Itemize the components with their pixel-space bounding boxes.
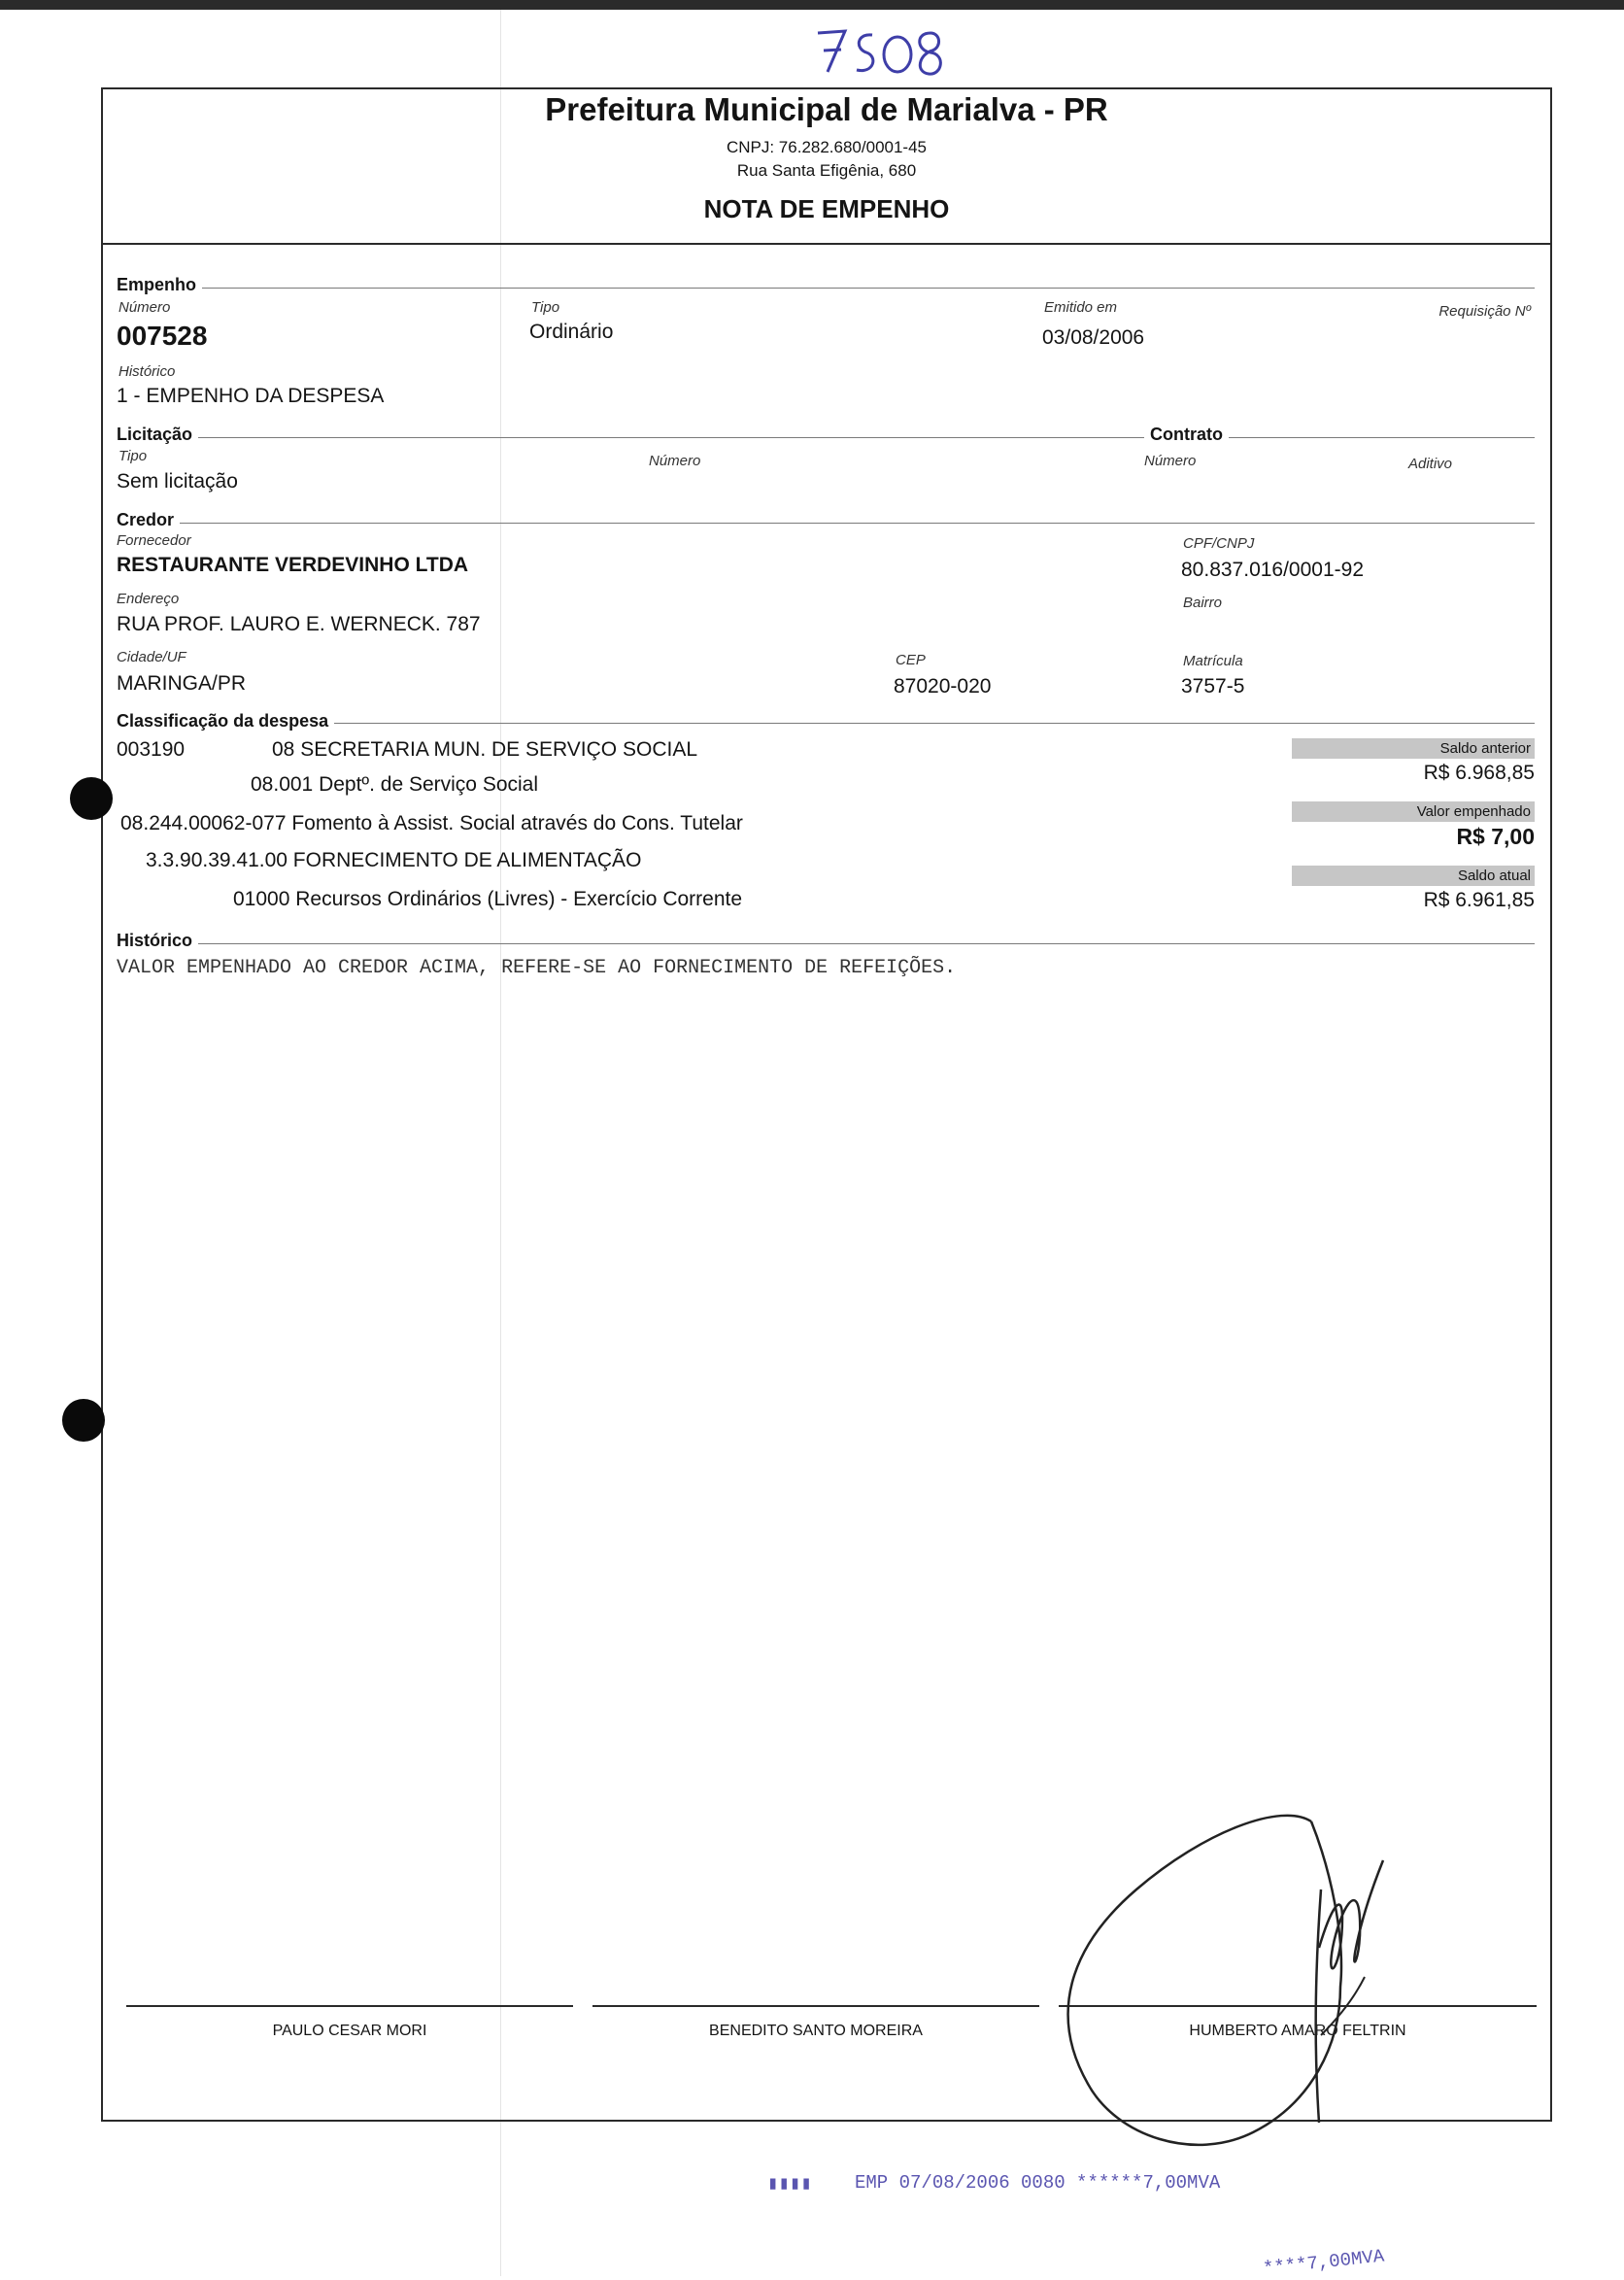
- historico-text: VALOR EMPENHADO AO CREDOR ACIMA, REFERE-SE AO FORNECIMENTO DE REFEIÇÕES.: [117, 957, 957, 979]
- document-title: NOTA DE EMPENHO: [703, 194, 950, 223]
- empenho-numero-label: Número: [118, 299, 171, 316]
- empenho-historico: 1 - EMPENHO DA DESPESA: [117, 385, 385, 407]
- historico-section-rule: [117, 943, 1535, 944]
- signatory-3: HUMBERTO AMARO FELTRIN: [1189, 2023, 1406, 2039]
- scan-top-edge: [0, 0, 1624, 10]
- signature-line-1: [126, 2005, 573, 2007]
- valor-empenhado-value: R$ 7,00: [1456, 824, 1535, 849]
- cep-value: 87020-020: [894, 675, 992, 698]
- signatory-2: BENEDITO SANTO MOREIRA: [709, 2023, 923, 2039]
- classificacao-section-label: Classificação da despesa: [117, 711, 334, 732]
- empenho-numero: 007528: [117, 321, 208, 351]
- valor-empenhado-label: Valor empenhado: [1292, 801, 1535, 822]
- classificacao-elemento: 3.3.90.39.41.00 FORNECIMENTO DE ALIMENTAÇÃO: [146, 849, 642, 871]
- endereco-value: RUA PROF. LAURO E. WERNECK. 787: [117, 613, 481, 635]
- licitacao-numero-label: Número: [649, 453, 701, 469]
- signatory-1: PAULO CESAR MORI: [272, 2023, 427, 2039]
- municipality-title: Prefeitura Municipal de Marialva - PR: [545, 91, 1108, 127]
- protocol-stamp-icon: ▮▮▮▮: [767, 2173, 812, 2195]
- cpf-cnpj-label: CPF/CNPJ: [1183, 535, 1255, 552]
- emitido-em-label: Emitido em: [1044, 299, 1118, 316]
- saldo-anterior-value: R$ 6.968,85: [1423, 762, 1535, 784]
- handwritten-document-number: [806, 21, 952, 89]
- endereco-label: Endereço: [117, 591, 180, 607]
- licitacao-section-rule: [117, 437, 1535, 438]
- licitacao-tipo-label: Tipo: [118, 448, 148, 464]
- fornecedor-name: RESTAURANTE VERDEVINHO LTDA: [117, 554, 469, 576]
- cpf-cnpj-value: 80.837.016/0001-92: [1181, 559, 1365, 581]
- signature-line-2: [592, 2005, 1039, 2007]
- fornecedor-label: Fornecedor: [117, 532, 191, 549]
- punch-hole-upper: [70, 777, 113, 820]
- municipality-address: Rua Santa Efigênia, 680: [736, 161, 917, 180]
- contrato-aditivo-label: Aditivo: [1408, 456, 1453, 472]
- credor-section-label: Credor: [117, 510, 180, 530]
- saldo-anterior-label: Saldo anterior: [1292, 738, 1535, 759]
- classificacao-secretaria: 08 SECRETARIA MUN. DE SERVIÇO SOCIAL: [272, 738, 698, 761]
- empenho-tipo-label: Tipo: [531, 299, 560, 316]
- protocol-stamp-partial: ****7,00MVA: [1262, 2245, 1386, 2280]
- cidade-uf-value: MARINGA/PR: [117, 672, 247, 695]
- bairro-label: Bairro: [1183, 595, 1223, 611]
- requisicao-label: Requisição Nº: [1438, 303, 1531, 320]
- empenho-section-label: Empenho: [117, 275, 202, 295]
- header-divider: [101, 243, 1552, 245]
- historico-section-label: Histórico: [117, 931, 198, 951]
- municipality-cnpj: CNPJ: 76.282.680/0001-45: [726, 138, 928, 156]
- licitacao-section-label: Licitação: [117, 425, 198, 445]
- empenho-historico-label: Histórico: [118, 363, 176, 380]
- classificacao-departamento: 08.001 Deptº. de Serviço Social: [251, 773, 539, 796]
- saldo-atual-value: R$ 6.961,85: [1423, 889, 1535, 911]
- empenho-tipo: Ordinário: [529, 321, 614, 343]
- contrato-section-label: Contrato: [1144, 425, 1229, 445]
- contrato-numero-label: Número: [1144, 453, 1197, 469]
- classificacao-programa: 08.244.00062-077 Fomento à Assist. Social através do Cons. Tutelar: [120, 812, 743, 834]
- classificacao-recurso: 01000 Recursos Ordinários (Livres) - Exercício Corrente: [233, 888, 743, 910]
- emitido-em-date: 03/08/2006: [1042, 326, 1145, 349]
- cidade-uf-label: Cidade/UF: [117, 649, 186, 665]
- empenho-section-rule: [117, 288, 1535, 289]
- punch-hole-lower: [62, 1399, 105, 1442]
- licitacao-tipo: Sem licitação: [117, 470, 238, 493]
- classificacao-code: 003190: [117, 738, 186, 761]
- matricula-label: Matrícula: [1183, 653, 1243, 669]
- cep-label: CEP: [896, 652, 926, 668]
- credor-section-rule: [117, 523, 1535, 524]
- handwritten-signature: [1030, 1802, 1438, 2171]
- matricula-value: 3757-5: [1181, 675, 1245, 698]
- saldo-atual-label: Saldo atual: [1292, 866, 1535, 886]
- protocol-stamp: EMP 07/08/2006 0080 ******7,00MVA: [855, 2172, 1221, 2194]
